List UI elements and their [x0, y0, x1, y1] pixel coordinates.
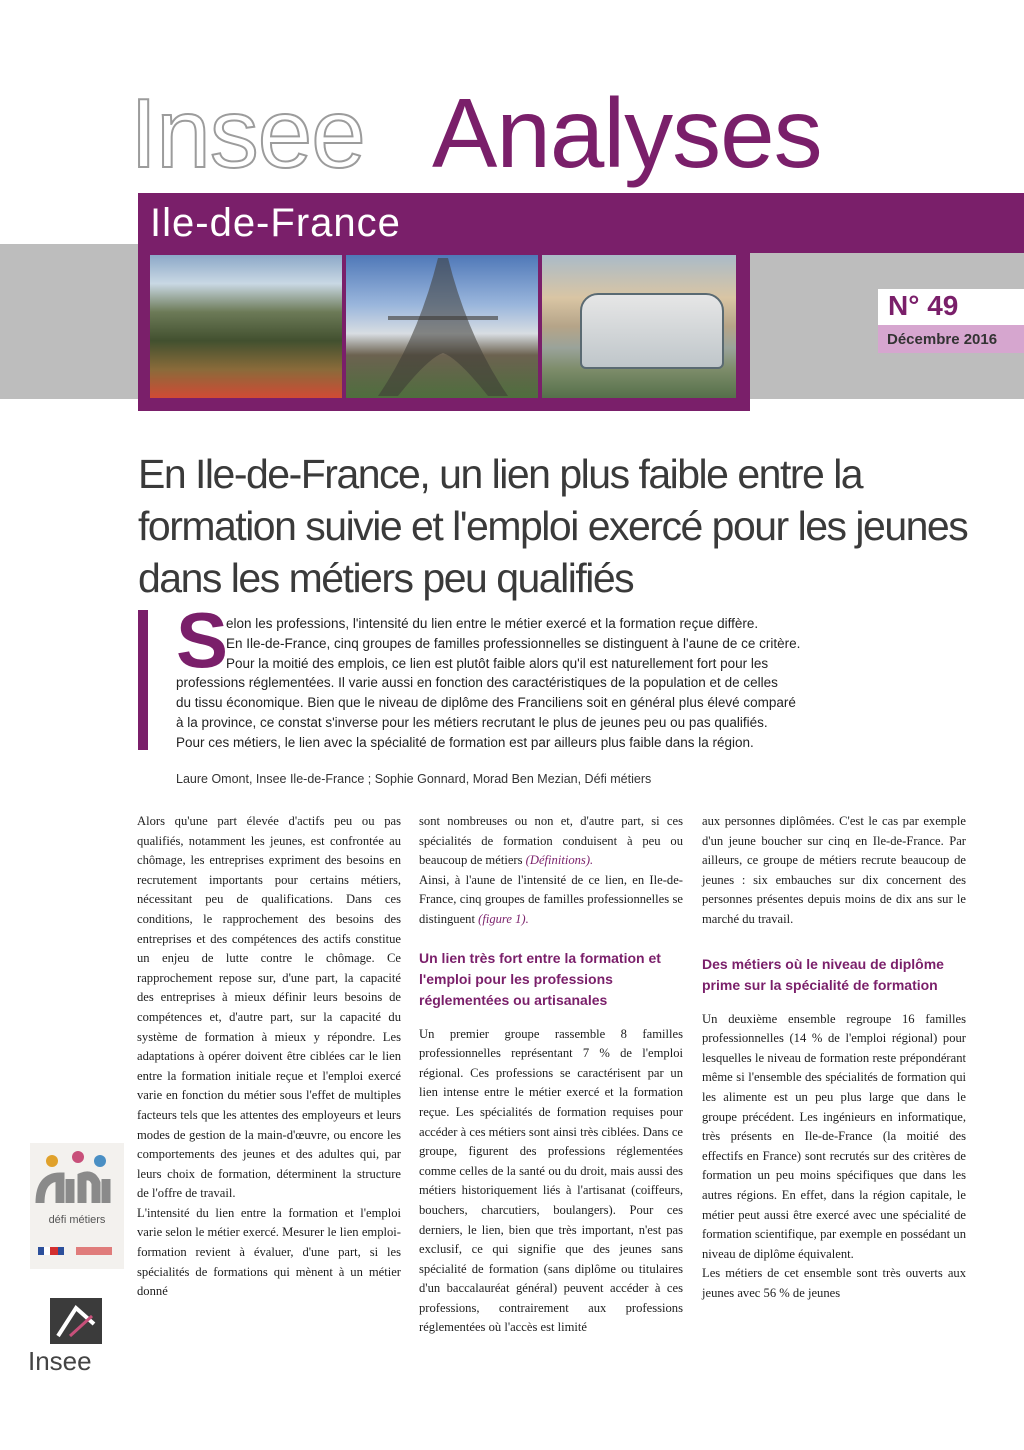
eiffel-tower-illustration	[378, 258, 508, 396]
defi-logo-text: défi métiers	[48, 1214, 106, 1226]
chapeau	[176, 614, 896, 753]
paragraph	[419, 812, 683, 871]
chapeau-bar	[138, 610, 148, 750]
chapeau-line: professions réglementées. Il varie aussi en fonction des caractéristiques de la population et de celles	[176, 675, 778, 691]
paragraph: Les métiers de cet ensemble sont très ouverts aux jeunes avec 56 % de jeunes	[702, 1266, 966, 1300]
paragraph: Un premier groupe rassemble 8 familles professionnelles représentant 7 % de l'emploi régional. Ces professions se caractérisent par un lien intense entre le métier exercé et la formation reçue. Les spécialités de formation requises pour accéder à ces métiers sont ainsi très ciblées. Dans ce groupe, figurent des professions réglementées comme celles de la santé ou du droit, mais aussi des métiers historiquement liés à l'artisanat (coiffeurs, bouchers, charcutiers, boulangers). Pour ces derniers, le lien, bien que très important, n'est pas exclusif, ce qui signifie que des jeunes sans spécialité de formation (sans diplôme ou titulaires d'un baccalauréat général) peuvent accéder à ces professions, contrairement aux professions réglementées où l'accès est limité	[419, 1026, 683, 1335]
paragraph-text: sont nombreuses ou non et, d'autre part, si ces spécialités de formation conduisent à peu ou beaucoup de métiers	[419, 814, 683, 868]
chapeau-line: Pour ces métiers, le lien avec la spécialité de formation est par ailleurs plus faible dans la région.	[176, 734, 754, 750]
paragraph: Un deuxième ensemble regroupe 16 familles professionnelles (14 % de l'emploi régional) pour lesquelles le niveau de formation reste prépondérant même si l'ensemble des spécialités de formation qui les alimente est un peu plus large que dans le groupe précédent. Les ingénieurs en informatique, très présents en Ile-de-France (la moitié des effectifs en France) sont recrutés sur des critères de formation un peu moins spécifiques que dans les autres régions. En effet, dans la région capitale, le métier peut aussi être exercé avec une spécialité de formation scientifique, par exemple en possédant un niveau de diplôme équivalent.	[702, 1011, 966, 1261]
brand-insee: Insee	[130, 78, 365, 188]
brand-analyses: Analyses	[432, 78, 822, 188]
region-label: Ile-de-France	[150, 201, 401, 245]
defi-metiers-logo	[30, 1143, 124, 1269]
paragraph	[419, 871, 683, 930]
insee-logo	[30, 1294, 110, 1394]
paragraph: Alors qu'une part élevée d'actifs peu ou pas qualifiés, notamment les jeunes, est confrontée au chômage, les entreprises expriment des besoins en recrutement importants pour certains métiers, nécessitant peu de qualifications. Dans ces conditions, le rapprochement des besoins des entreprises et des compétences des actifs constitue un enjeu de lutte contre le chômage. Ce rapprochement repose sur, d'une part, la capacité des entreprises à mieux définir leurs besoins de compétences et, d'autre part, sur la capacité du système de formation à mieux y répondre. Les adaptations à opérer doivent être ciblées car le lien entre la formation initiale reçue et l'emploi exercé varie en fonction du métier sous l'effet de multiples facteurs tels que les attentes des employeurs et leurs modes de gestion de la main-d'œuvre, ou encore les comportements des jeunes et des adultes qui, par leurs choix de formation, déterminent la structure de l'offre de travail.	[137, 814, 401, 1201]
figure-1-link[interactable]: (figure 1).	[478, 911, 529, 926]
tram-illustration	[580, 293, 724, 369]
section-heading: Des métiers où le niveau de diplôme prime sur la spécialité de formation	[702, 955, 944, 993]
chapeau-line: à la province, ce constat s'inverse pour les métiers recrutant le plus de jeunes peu ou pas qualifiés.	[176, 714, 768, 730]
chapeau-line: elon les professions, l'intensité du lien entre le métier exercé et la formation reçue diffère.	[226, 616, 759, 631]
paragraph-text: Ainsi, à l'aune de l'intensité de ce lien, en Ile-de-France, cinq groupes de familles professionnelles se distinguent	[419, 872, 683, 926]
insee-logo-text: Insee	[28, 1346, 92, 1376]
chapeau-line: En Ile-de-France, cinq groupes de familles professionnelles se distinguent à l'aune de ce critère.	[226, 635, 801, 651]
authors: Laure Omont, Insee Ile-de-France ; Sophie Gonnard, Morad Ben Mezian, Défi métiers	[176, 772, 652, 786]
chapeau-dropcap: S	[176, 596, 229, 684]
column-3	[702, 812, 966, 1303]
column-2	[419, 812, 683, 1338]
paragraph: L'intensité du lien entre la formation et l'emploi varie selon le métier exercé. Mesurer le lien emploi-formation revient à évaluer, d'une part, si les spécialités de formations qui mènent à un métier donné	[137, 1205, 401, 1299]
photo-market	[150, 255, 342, 398]
issue-number: N° 49	[888, 290, 959, 321]
definitions-link[interactable]: (Définitions).	[525, 853, 594, 868]
chapeau-line: Pour la moitié des emplois, ce lien est plutôt faible alors qu'il est naturellement fort pour les	[226, 655, 769, 671]
chapeau-line: du tissu économique. Bien que le niveau de diplôme des Franciliens soit en général plus élevé comparé	[176, 695, 796, 711]
column-1	[137, 812, 401, 1302]
section-heading: Un lien très fort entre la formation et l'emploi pour les professions réglementées ou artisanales	[419, 949, 661, 1008]
issue-date: Décembre 2016	[887, 331, 998, 348]
article-title: En Ile-de-France, un lien plus faible entre la formation suivie et l'emploi exercé pour les jeunes dans les métiers peu qualifiés	[138, 451, 968, 601]
paragraph: aux personnes diplômées. C'est le cas par exemple d'un jeune boucher sur cinq en Ile-de-France. Par ailleurs, ce groupe de métiers recrute beaucoup de jeunes : six embauches sur dix concernent des personnes présentes depuis moins de dix ans sur le marché du travail.	[702, 814, 966, 926]
